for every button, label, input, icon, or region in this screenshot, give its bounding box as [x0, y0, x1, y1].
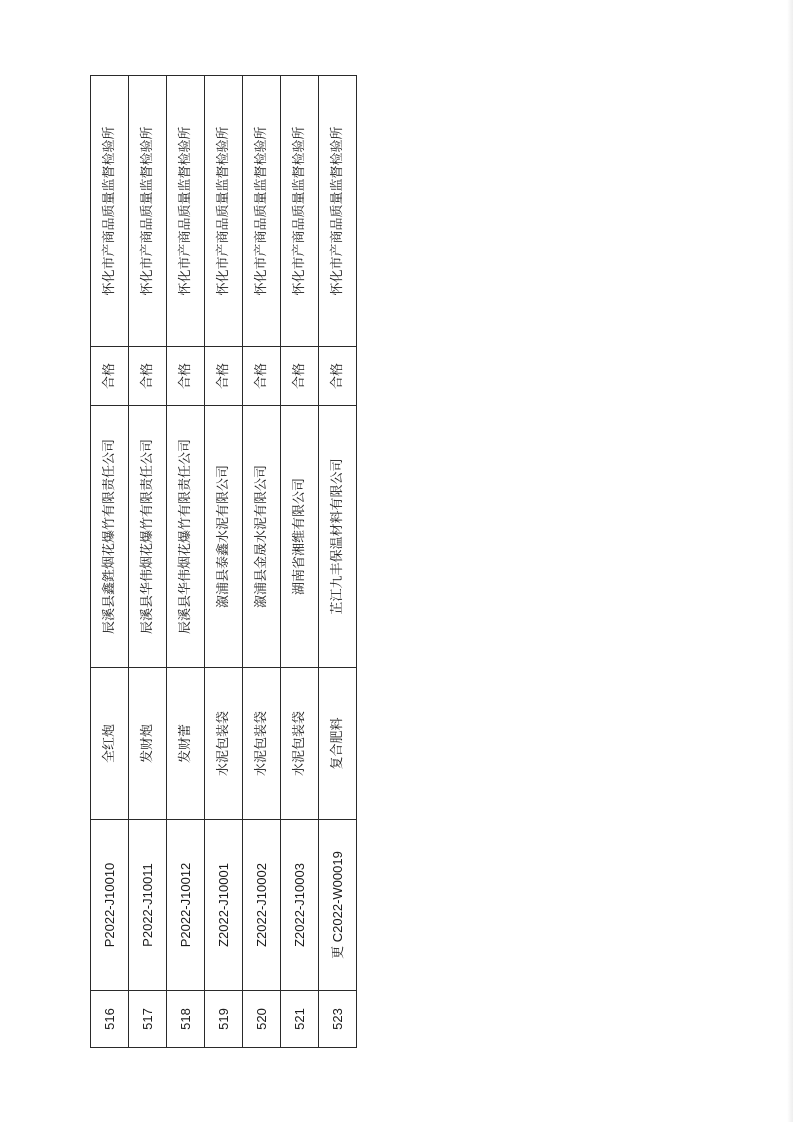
- product-name: 水泥包装袋: [205, 668, 243, 820]
- company-name: 辰溪县华伟烟花爆竹有限责任公司: [129, 406, 167, 668]
- table-row: [243, 76, 281, 1048]
- row-number: 517: [129, 991, 167, 1048]
- sample-code: Z2022-J10003: [281, 820, 319, 991]
- product-name: 复合肥料: [319, 668, 357, 820]
- table-row: [91, 76, 129, 1048]
- table-row: [167, 76, 205, 1048]
- rotated-table-container: [90, 92, 352, 1048]
- row-number: 523: [319, 991, 357, 1048]
- sample-code: P2022-J10012: [167, 820, 205, 991]
- row-number: 518: [167, 991, 205, 1048]
- inspection-result: 合格: [205, 347, 243, 406]
- table-row: [205, 76, 243, 1048]
- sample-code: P2022-J10011: [129, 820, 167, 991]
- company-name: 溆浦县金晟水泥有限公司: [243, 406, 281, 668]
- inspection-organization: 怀化市产商品质量监督检验所: [281, 76, 319, 347]
- sample-code: 更 C2022-W00019: [319, 820, 357, 991]
- row-number: 519: [205, 991, 243, 1048]
- inspection-result: 合格: [319, 347, 357, 406]
- table-row: [319, 76, 357, 1048]
- sample-code: P2022-J10010: [91, 820, 129, 991]
- row-number: 520: [243, 991, 281, 1048]
- row-number: 521: [281, 991, 319, 1048]
- company-name: 湖南省湘维有限公司: [281, 406, 319, 668]
- company-name: 芷江九丰保温材料有限公司: [319, 406, 357, 668]
- inspection-organization: 怀化市产商品质量监督检验所: [319, 76, 357, 347]
- table-row: [129, 76, 167, 1048]
- sample-code: Z2022-J10002: [243, 820, 281, 991]
- inspection-organization: 怀化市产商品质量监督检验所: [243, 76, 281, 347]
- inspection-result: 合格: [243, 347, 281, 406]
- inspection-organization: 怀化市产商品质量监督检验所: [167, 76, 205, 347]
- inspection-result: 合格: [281, 347, 319, 406]
- company-name: 溆浦县泰鑫水泥有限公司: [205, 406, 243, 668]
- inspection-results-table: [90, 75, 357, 1048]
- row-number: 516: [91, 991, 129, 1048]
- product-name: 水泥包装袋: [243, 668, 281, 820]
- table-row: [281, 76, 319, 1048]
- company-name: 辰溪县鑫鉎烟花爆竹有限责任公司: [91, 406, 129, 668]
- inspection-organization: 怀化市产商品质量监督检验所: [205, 76, 243, 347]
- company-name: 辰溪县华伟烟花爆竹有限责任公司: [167, 406, 205, 668]
- sample-code: Z2022-J10001: [205, 820, 243, 991]
- inspection-organization: 怀化市产商品质量监督检验所: [91, 76, 129, 347]
- product-name: 全红炮: [91, 668, 129, 820]
- scan-edge-shade: [787, 0, 793, 1122]
- inspection-organization: 怀化市产商品质量监督检验所: [129, 76, 167, 347]
- inspection-result: 合格: [91, 347, 129, 406]
- inspection-result: 合格: [167, 347, 205, 406]
- product-name: 发财炮: [129, 668, 167, 820]
- product-name: 水泥包装袋: [281, 668, 319, 820]
- product-name: 发财蕾: [167, 668, 205, 820]
- inspection-result: 合格: [129, 347, 167, 406]
